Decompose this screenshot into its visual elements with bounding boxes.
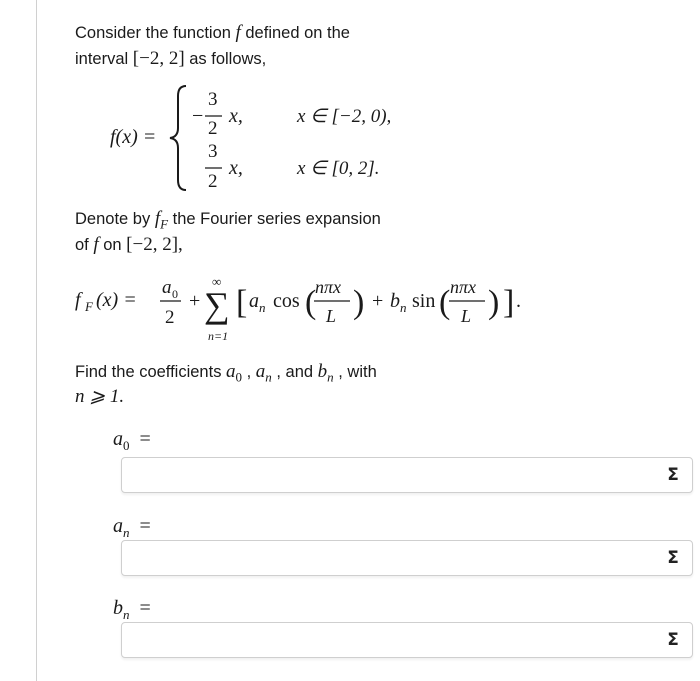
case2-condition: x ∈ [0, 2].	[297, 158, 380, 179]
coef-a0: a	[226, 361, 236, 382]
sin-left-paren: (	[439, 284, 451, 321]
an-sub: n	[259, 300, 266, 315]
case2-denominator: 2	[208, 171, 218, 192]
sin-arg-numerator: nπx	[450, 277, 477, 297]
fourier-series-equation	[75, 274, 521, 343]
bn-coefficient: b	[390, 290, 400, 312]
answer-sub: 0	[123, 438, 130, 453]
coef-a0-sub: 0	[235, 369, 243, 385]
denote-text: the Fourier series expansion	[168, 210, 381, 228]
a0-numerator-sub: 0	[172, 287, 178, 301]
case2-numerator: 3	[208, 141, 218, 162]
answer-label-bn	[113, 597, 151, 623]
series-lhs-sub: F	[85, 299, 93, 314]
intro-text: interval	[75, 50, 133, 68]
intro-text: Consider the function	[75, 24, 236, 42]
summation-symbol: ∑	[204, 285, 230, 325]
find-text: Find the coefficients	[75, 363, 227, 381]
answer-sub: n	[123, 525, 130, 540]
cos-arg-numerator: nπx	[315, 277, 342, 297]
answer-sub: n	[123, 607, 130, 622]
intro-text: as follows,	[184, 50, 267, 68]
coef-an-sub: n	[265, 369, 272, 385]
coef-bn: b	[317, 361, 328, 382]
sin-arg-denominator: L	[461, 306, 472, 326]
answer-input-bn[interactable]	[121, 622, 693, 658]
find-text: ,	[242, 363, 256, 381]
piecewise-lhs: f(x) =	[110, 126, 157, 148]
sum-lower-limit: n=1	[208, 329, 229, 343]
equals-sign: =	[139, 515, 151, 537]
sin-right-paren: )	[488, 284, 500, 321]
answer-var: a	[113, 428, 123, 450]
sigma-icon[interactable]: Σ	[667, 465, 679, 485]
left-brace	[170, 86, 186, 190]
answer-label-a0	[113, 428, 151, 454]
sigma-icon[interactable]: Σ	[667, 630, 679, 650]
case1-denominator: 2	[208, 118, 218, 139]
cos-function: cos	[273, 290, 300, 312]
case1-sign: −	[192, 105, 204, 127]
plus-sign: +	[189, 290, 201, 312]
condition-n: n ⩾ 1.	[75, 386, 125, 407]
coef-bn-sub: n	[327, 369, 334, 385]
fourier-subscript: F	[160, 216, 169, 232]
cos-arg-denominator: L	[326, 306, 337, 326]
a0-denominator: 2	[165, 307, 175, 328]
find-text: , with	[333, 363, 377, 381]
answer-var: a	[113, 515, 123, 537]
sum-upper-limit: ∞	[212, 274, 222, 289]
sin-function: sin	[412, 290, 436, 312]
answer-var: b	[113, 597, 123, 619]
case1-variable: x,	[229, 105, 243, 127]
left-bracket: [	[236, 284, 248, 321]
function-symbol: f	[235, 22, 241, 43]
cos-left-paren: (	[305, 284, 317, 321]
case1-condition: x ∈ [−2, 0),	[297, 106, 392, 127]
case2-variable: x,	[229, 157, 243, 179]
sigma-icon[interactable]: Σ	[667, 548, 679, 568]
fourier-function-symbol: f	[154, 208, 161, 229]
answer-input-an[interactable]	[121, 540, 693, 576]
series-period: .	[516, 290, 521, 312]
series-lhs-f: f	[75, 289, 81, 311]
an-coefficient: a	[249, 290, 259, 312]
equals-sign: =	[139, 597, 151, 619]
cos-right-paren: )	[353, 284, 365, 321]
denote-text: on	[98, 236, 127, 254]
interval: [−2, 2],	[126, 234, 183, 255]
plus-sign-2: +	[372, 290, 384, 312]
right-bracket: ]	[503, 284, 515, 321]
equals-sign: =	[139, 428, 151, 450]
denote-text: of	[75, 236, 94, 254]
case1-numerator: 3	[208, 89, 218, 110]
answer-label-an	[113, 515, 151, 541]
answer-input-a0[interactable]	[121, 457, 693, 493]
series-lhs-rest: (x) =	[96, 289, 137, 311]
interval: [−2, 2]	[132, 48, 185, 69]
coef-an: a	[255, 361, 266, 382]
function-symbol: f	[93, 234, 99, 255]
intro-text: defined on the	[240, 24, 350, 42]
bn-sub: n	[400, 300, 407, 315]
find-line-2	[75, 384, 124, 410]
denote-line-2	[75, 232, 183, 258]
a0-numerator: a	[162, 277, 172, 298]
find-text: , and	[271, 363, 318, 381]
denote-text: Denote by	[75, 210, 155, 228]
